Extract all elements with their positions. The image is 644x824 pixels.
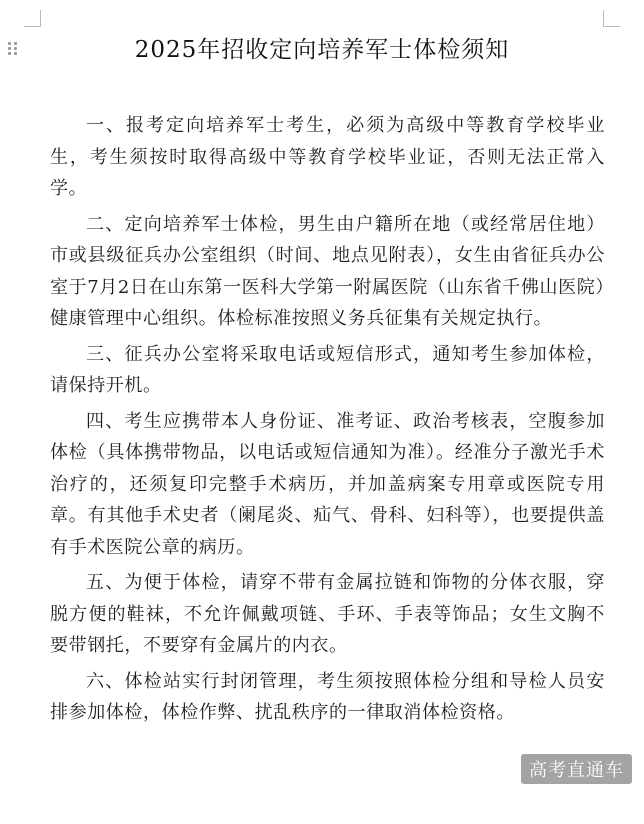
document-title: 2025年招收定向培养军士体检须知	[134, 37, 510, 63]
document-body	[50, 110, 605, 733]
paragraph-6: 六、体检站实行封闭管理，考生须按照体检分组和导检人员安排参加体检，体检作弊、扰乱秩序的一律取消体检资格。	[50, 670, 605, 723]
page-corner-mark-top-left	[24, 10, 41, 27]
paragraph-5: 五、为便于体检，请穿不带有金属拉链和饰物的分体衣服，穿脱方便的鞋袜，不允许佩戴项链、手环、手表等饰品；女生文胸不要带钢托，不要穿有金属片的内衣。	[50, 572, 605, 656]
watermark-label: 高考直通车	[521, 754, 632, 784]
paragraph-3: 三、征兵办公室将采取电话或短信形式，通知考生参加体检，请保持开机。	[50, 343, 605, 396]
paragraph-2: 二、定向培养军士体检，男生由户籍所在地（或经常居住地）市或县级征兵办公室组织（时间、地点见附表），女生由省征兵办公室于7月2日在山东第一医科大学第一附属医院（山东省千佛山医院）健康管理中心组织。体检标准按照义务兵征集有关规定执行。	[50, 213, 605, 329]
paragraph-1: 一、报考定向培养军士考生，必须为高级中等教育学校毕业生，考生须按时取得高级中等教育学校毕业证，否则无法正常入学。	[50, 115, 605, 199]
paragraph-4: 四、考生应携带本人身份证、准考证、政治考核表，空腹参加体检（具体携带物品，以电话或短信通知为准）。经准分子激光手术治疗的，还须复印完整手术病历，并加盖病案专用章或医院专用章。有其他手术史者（阑尾炎、疝气、骨科、妇科等），也要提供盖有手术医院公章的病历。	[50, 410, 605, 558]
page-corner-mark-top-right	[603, 10, 620, 27]
